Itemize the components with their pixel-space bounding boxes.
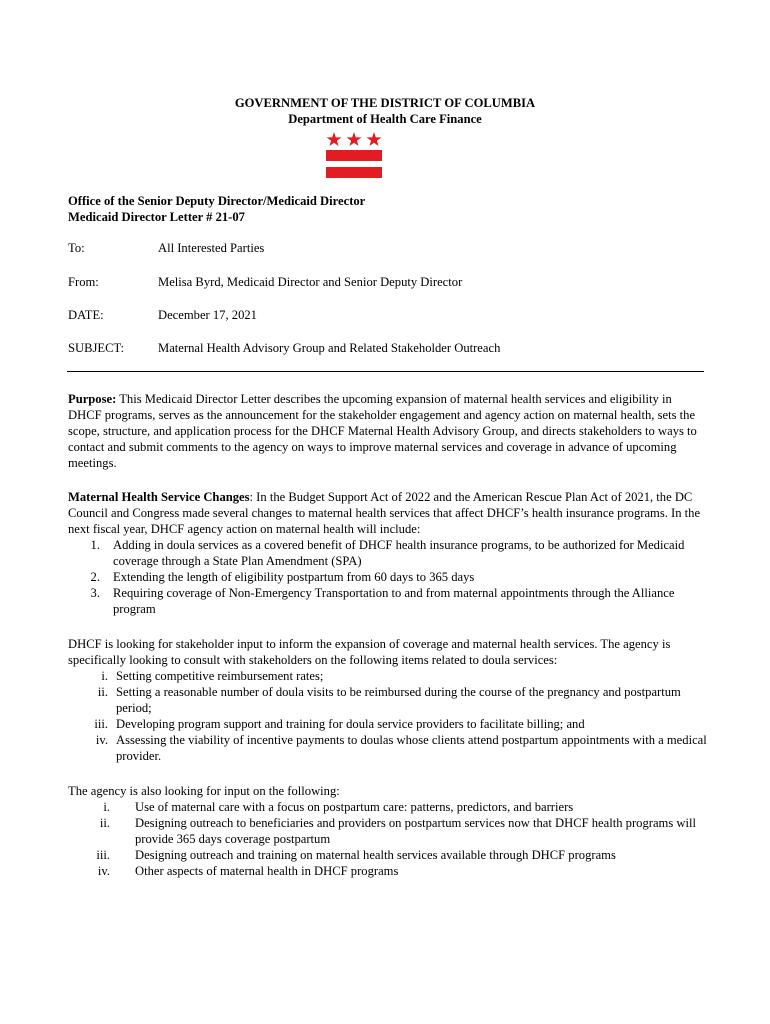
office-block [68,193,365,225]
memo-value: Melisa Byrd, Medicaid Director and Senior Deputy Director [158,275,463,289]
purpose-paragraph [68,391,708,471]
doula-text: DHCF is looking for stakeholder input to inform the expansion of coverage and maternal health services. The agency is specifically looking to consult with stakeholders on the following items related to doula services: [68,637,671,667]
changes-text: : In the Budget Support Act of 2022 and the American Rescue Plan Act of 2021, the DC Council and Congress made several changes to maternal health services that affect DHCF’s health insurance programs. In the next fiscal year, DHCF agency action on maternal health will include: [68,490,701,536]
list-number: 1. [90,538,100,552]
list-text: Extending the length of eligibility postpartum from 60 days to 365 days [113,570,475,584]
memo-value: Maternal Health Advisory Group and Related Stakeholder Outreach [158,341,501,355]
list-item [68,716,708,732]
list-text: Setting a reasonable number of doula visits to be reimbursed during the course of the pregnancy and postpartum period; [116,685,681,715]
list-item [68,585,708,617]
purpose-label: Purpose: [68,392,117,406]
purpose-text: This Medicaid Director Letter describes the upcoming expansion of maternal health services and eligibility in DHCF programs, serves as the announcement for the stakeholder engagement and agency action on maternal health, sets the scope, structure, and application process for the DHCF Maternal Health Advisory Group, and directs stakeholders to ways to contact and submit comments to the agency on ways to improve maternal services and coverage in advance of upcoming meetings. [68,392,697,470]
list-item [68,684,708,716]
list-text: Setting competitive reimbursement rates; [116,669,324,683]
also-list [68,799,708,879]
memo-label: From: [68,275,99,289]
memo-value: December 17, 2021 [158,308,257,322]
list-number: iii. [96,848,110,862]
also-text: The agency is also looking for input on the following: [68,784,340,798]
dc-flag-icon [326,130,382,180]
list-number: 2. [90,570,100,584]
list-item [68,668,708,684]
list-item [68,732,708,764]
list-number: iv. [95,733,108,747]
memo-value: All Interested Parties [158,241,265,255]
letter-number: Medicaid Director Letter # 21-07 [68,210,245,224]
list-text: Designing outreach to beneficiaries and providers on postpartum services now that DHCF health programs will provide 365 days coverage postpartum [135,816,696,846]
list-item [68,799,708,815]
list-item [68,815,708,847]
list-number: ii. [97,685,108,699]
list-text: Use of maternal care with a focus on postpartum care: patterns, predictors, and barriers [135,800,574,814]
list-number: i. [101,669,108,683]
list-item [68,537,708,569]
list-number: i. [103,800,110,814]
list-text: Assessing the viability of incentive payments to doulas whose clients attend postpartum appointments with a medical provider. [116,733,707,763]
list-item [68,847,708,863]
list-item [68,569,708,585]
memo-label: DATE: [68,308,104,322]
list-item [68,863,708,879]
header-divider [67,371,704,372]
department-title: Department of Health Care Finance [288,112,482,126]
changes-section [68,489,708,617]
doula-list [68,668,708,764]
flag-star-3 [367,132,382,146]
office-title: Office of the Senior Deputy Director/Medicaid Director [68,194,366,208]
list-text: Requiring coverage of Non-Emergency Transportation to and from maternal appointments through the Alliance program [113,586,675,616]
list-text: Other aspects of maternal health in DHCF programs [135,864,399,878]
list-number: iii. [94,717,108,731]
also-section [68,783,708,879]
list-number: 3. [90,586,100,600]
list-number: ii. [99,816,110,830]
letterhead [0,95,770,127]
changes-list [68,537,708,617]
government-title: GOVERNMENT OF THE DISTRICT OF COLUMBIA [234,96,536,110]
flag-star-1 [327,132,342,146]
flag-bar-1 [326,150,382,161]
flag-star-2 [347,132,362,146]
flag-bar-2 [326,167,382,178]
memo-label: SUBJECT: [68,341,125,355]
list-text: Developing program support and training for doula service providers to facilitate billing; and [116,717,585,731]
list-number: iv. [97,864,110,878]
doula-section [68,636,708,764]
changes-label: Maternal Health Service Changes [68,490,250,504]
list-text: Designing outreach and training on maternal health services available through DHCF programs [135,848,616,862]
memo-label: To: [68,241,85,255]
list-text: Adding in doula services as a covered benefit of DHCF health insurance programs, to be authorized for Medicaid coverage through a State Plan Amendment (SPA) [113,538,685,568]
